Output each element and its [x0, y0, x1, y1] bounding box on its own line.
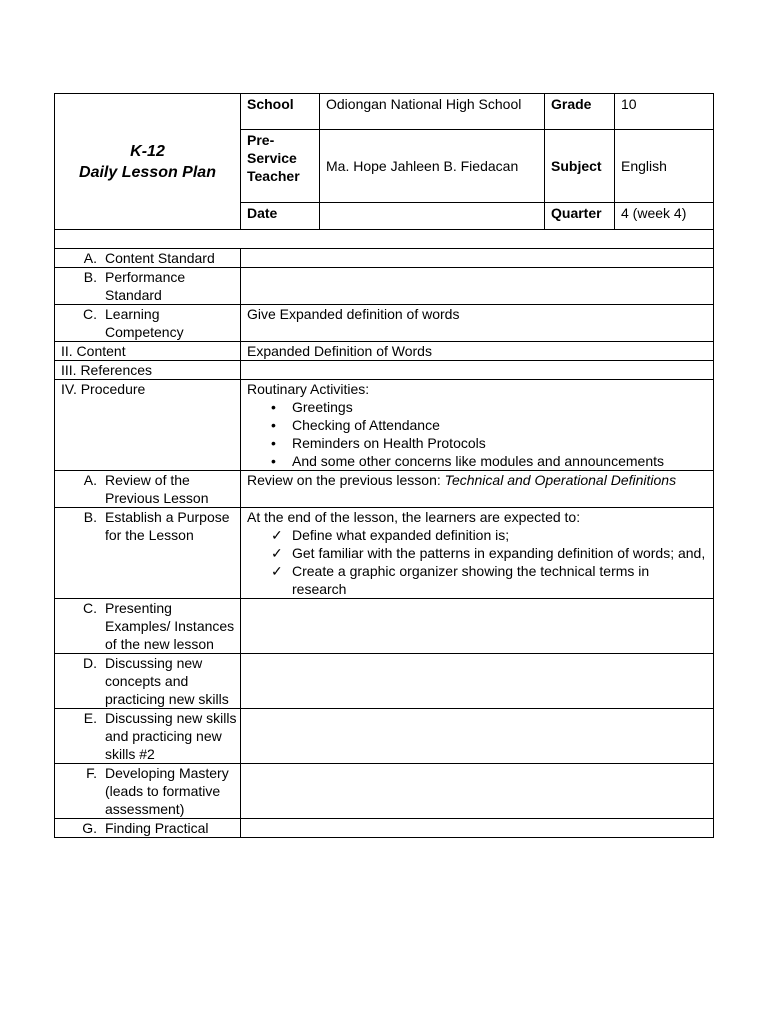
procedure-table	[54, 248, 714, 838]
list-item: • Greetings	[247, 398, 707, 416]
content-value: Expanded Definition of Words	[241, 342, 714, 361]
content-standard-value	[241, 249, 714, 268]
row-letter: A.	[83, 250, 97, 266]
date-label: Date	[241, 203, 320, 230]
row-letter: A.	[83, 472, 97, 488]
learning-competency-label: Learning Competency	[105, 306, 184, 340]
presenting-value	[241, 599, 714, 654]
table-row	[55, 268, 714, 305]
performance-standard-value	[241, 268, 714, 305]
purpose-intro: At the end of the lesson, the learners are expected to:	[247, 509, 581, 525]
procedure-label: IV. Procedure	[55, 380, 241, 471]
procedure-intro: Routinary Activities:	[247, 381, 370, 397]
row-letter: D.	[83, 655, 97, 671]
lesson-plan-document	[54, 93, 713, 838]
content-standard-label: Content Standard	[105, 250, 215, 266]
review-value	[241, 471, 714, 508]
row-letter: G.	[82, 820, 97, 836]
quarter-value: 4 (week 4)	[615, 203, 714, 230]
procedure-list	[247, 398, 707, 470]
list-item: ✓ Get familiar with the patterns in expanding definition of words; and,	[247, 544, 707, 562]
list-item: • Reminders on Health Protocols	[247, 434, 707, 452]
purpose-label: Establish a Purpose for the Lesson	[105, 509, 230, 543]
table-row	[55, 508, 714, 599]
list-item: ✓ Create a graphic organizer showing the technical terms in research	[247, 562, 707, 598]
table-row	[55, 654, 714, 709]
practical-label: Finding Practical	[105, 820, 209, 836]
performance-standard-label: Performance Standard	[105, 269, 186, 303]
discussing-label: Discussing new concepts and practicing new skills	[105, 655, 229, 707]
table-row	[55, 709, 714, 764]
row-letter: B.	[83, 509, 97, 525]
objectives-list	[247, 526, 707, 598]
table-row	[55, 361, 714, 380]
school-label: School	[241, 94, 320, 130]
title-line-2: Daily Lesson Plan	[79, 163, 216, 181]
table-row	[55, 380, 714, 471]
mastery-value	[241, 764, 714, 819]
table-row	[55, 305, 714, 342]
references-value	[241, 361, 714, 380]
title-line-1: K-12	[130, 142, 165, 160]
list-item: • Checking of Attendance	[247, 416, 707, 434]
table-row	[55, 599, 714, 654]
teacher-value: Ma. Hope Jahleen B. Fiedacan	[320, 130, 545, 203]
spacer-row	[55, 230, 714, 249]
review-label: Review of the Previous Lesson	[105, 472, 209, 506]
purpose-value	[241, 508, 714, 599]
row-letter: F.	[86, 765, 97, 781]
discussing-2-label: Discussing new skills and practicing new skills #2	[105, 710, 237, 762]
quarter-label: Quarter	[545, 203, 615, 230]
procedure-value	[241, 380, 714, 471]
grade-value: 10	[615, 94, 714, 130]
row-letter: B.	[83, 269, 97, 285]
review-prefix: Review on the previous lesson:	[247, 472, 445, 488]
review-topic: Technical and Operational Definitions	[444, 472, 677, 488]
presenting-label: Presenting Examples/ Instances of the new lesson	[105, 600, 235, 652]
table-row	[55, 471, 714, 508]
list-item: • And some other concerns like modules and announcements	[247, 452, 707, 470]
discussing-value	[241, 654, 714, 709]
subject-label: Subject	[545, 130, 615, 203]
row-letter: C.	[83, 306, 97, 322]
list-item: ✓ Define what expanded definition is;	[247, 526, 707, 544]
row-letter: E.	[83, 710, 97, 726]
content-label: II. Content	[55, 342, 241, 361]
table-row	[55, 342, 714, 361]
teacher-label: Pre-Service Teacher	[241, 130, 320, 203]
subject-value: English	[615, 130, 714, 203]
learning-competency-value: Give Expanded definition of words	[241, 305, 714, 342]
header-table	[54, 93, 714, 249]
references-label: III. References	[55, 361, 241, 380]
document-title	[55, 94, 241, 230]
table-row	[55, 249, 714, 268]
grade-label: Grade	[545, 94, 615, 130]
row-letter: C.	[83, 600, 97, 616]
mastery-label: Developing Mastery (leads to formative assessment)	[105, 765, 229, 817]
date-value	[320, 203, 545, 230]
practical-value	[241, 819, 714, 838]
table-row	[55, 764, 714, 819]
table-row	[55, 819, 714, 838]
discussing-2-value	[241, 709, 714, 764]
school-value: Odiongan National High School	[320, 94, 545, 130]
